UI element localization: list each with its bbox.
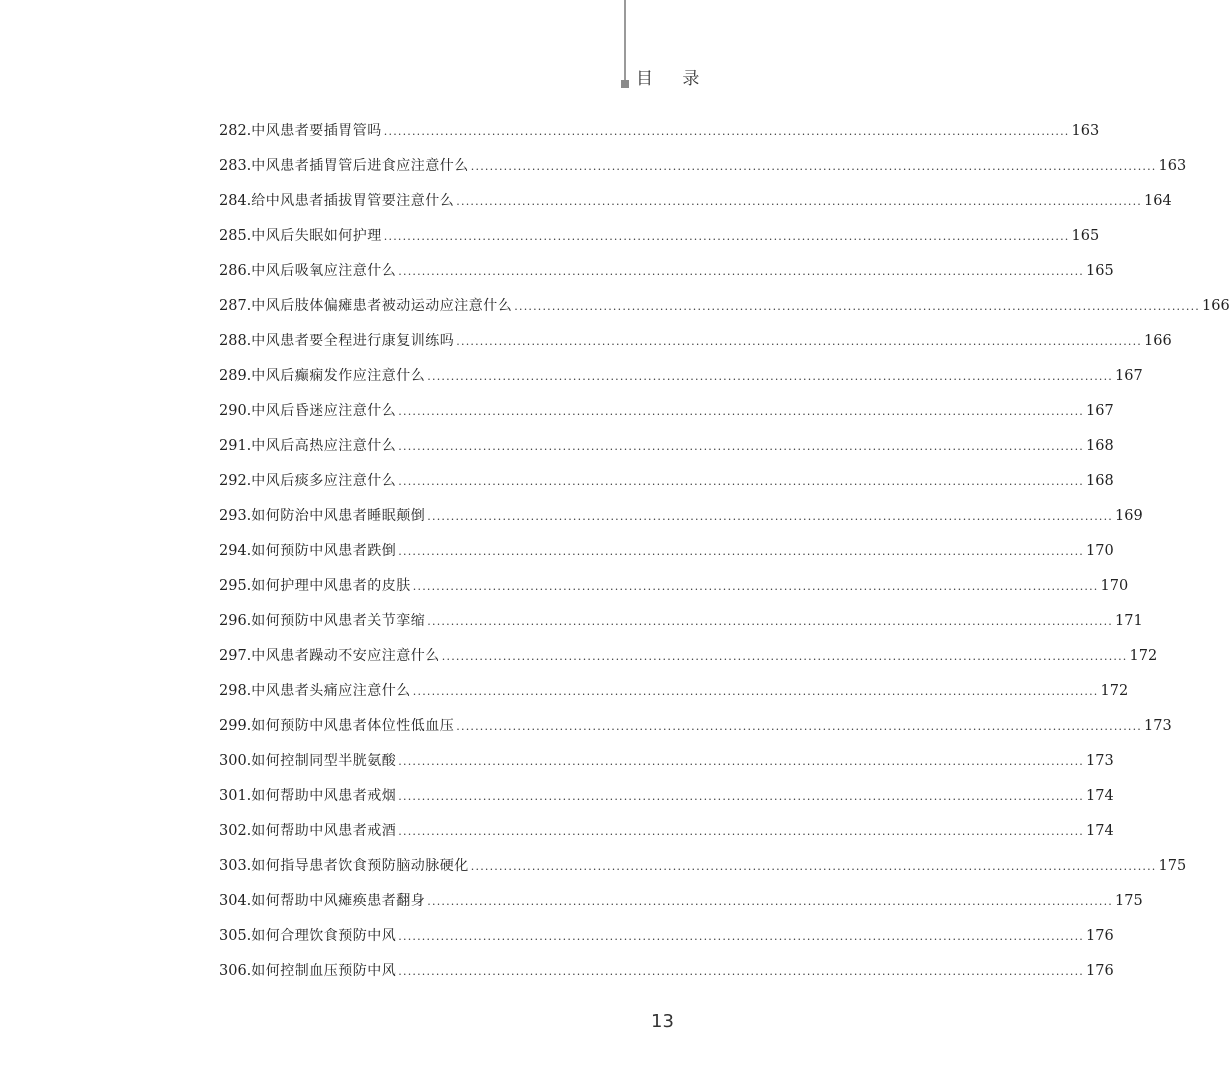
dot-leader: .................................................................................................................................................. bbox=[398, 790, 1084, 803]
toc-entry bbox=[219, 295, 1230, 330]
toc-entry bbox=[219, 855, 1187, 890]
toc-entry-page: 173 bbox=[1086, 753, 1114, 769]
toc-entry-page: 163 bbox=[1158, 158, 1187, 174]
toc-entry bbox=[219, 330, 1172, 365]
toc-entry bbox=[219, 400, 1114, 435]
toc-entry-number: 289. bbox=[219, 368, 252, 384]
toc-entry-number: 306. bbox=[219, 963, 252, 979]
page-number: 13 bbox=[651, 1011, 674, 1032]
toc-entry-page: 174 bbox=[1086, 788, 1114, 804]
dot-leader: .................................................................................................................................................. bbox=[456, 195, 1142, 208]
header-rule bbox=[624, 0, 626, 82]
dot-leader: .................................................................................................................................................. bbox=[427, 615, 1113, 628]
dot-leader: .................................................................................................................................................. bbox=[456, 335, 1142, 348]
dot-leader: .................................................................................................................................................. bbox=[470, 160, 1157, 173]
toc-entry-page: 164 bbox=[1144, 193, 1172, 209]
toc-entry-page: 165 bbox=[1086, 263, 1114, 279]
toc-entry bbox=[219, 225, 1100, 260]
toc-entry bbox=[219, 785, 1114, 820]
toc-entry-number: 301. bbox=[219, 788, 252, 804]
toc-entry bbox=[219, 680, 1129, 715]
dot-leader: .................................................................................................................................................. bbox=[470, 860, 1157, 873]
toc-entry-title: 中风后痰多应注意什么 bbox=[251, 473, 397, 489]
dot-leader: .................................................................................................................................................. bbox=[412, 685, 1099, 698]
toc-entry-title: 如何控制同型半胱氨酸 bbox=[251, 753, 397, 769]
toc-entry-page: 163 bbox=[1071, 123, 1100, 139]
dot-leader: .................................................................................................................................................. bbox=[398, 755, 1084, 768]
toc-entry-page: 170 bbox=[1086, 543, 1114, 559]
toc-entry-page: 165 bbox=[1071, 228, 1100, 244]
toc-entry-number: 283. bbox=[219, 158, 252, 174]
toc-entry-title: 中风患者插胃管后进食应注意什么 bbox=[251, 158, 469, 174]
toc-entry bbox=[219, 925, 1114, 960]
toc-entry-title: 中风患者要全程进行康复训练吗 bbox=[251, 333, 455, 349]
toc-entry bbox=[219, 575, 1129, 610]
toc-entry-number: 295. bbox=[219, 578, 252, 594]
toc-entry-title: 中风患者要插胃管吗 bbox=[251, 123, 382, 139]
toc-entry-title: 如何帮助中风患者戒酒 bbox=[251, 823, 397, 839]
toc-entry-title: 中风患者躁动不安应注意什么 bbox=[251, 648, 440, 664]
toc-entry-number: 303. bbox=[219, 858, 252, 874]
toc-entry-page: 176 bbox=[1086, 928, 1114, 944]
toc-entry-number: 300. bbox=[219, 753, 252, 769]
table-of-contents bbox=[219, 120, 1230, 995]
dot-leader: .................................................................................................................................................. bbox=[398, 475, 1084, 488]
toc-entry-title: 中风后昏迷应注意什么 bbox=[251, 403, 397, 419]
toc-entry-title: 中风后失眠如何护理 bbox=[251, 228, 382, 244]
toc-entry-title: 如何帮助中风瘫痪患者翻身 bbox=[251, 893, 426, 909]
toc-entry-number: 292. bbox=[219, 473, 252, 489]
toc-entry-title: 如何控制血压预防中风 bbox=[251, 963, 397, 979]
toc-entry-page: 175 bbox=[1158, 858, 1187, 874]
dot-leader: .................................................................................................................................................. bbox=[398, 965, 1084, 978]
toc-entry bbox=[219, 155, 1187, 190]
toc-entry-page: 169 bbox=[1115, 508, 1143, 524]
toc-entry-number: 302. bbox=[219, 823, 252, 839]
toc-entry-page: 174 bbox=[1086, 823, 1114, 839]
toc-entry-title: 中风后癫痫发作应注意什么 bbox=[251, 368, 426, 384]
toc-entry-title: 如何预防中风患者体位性低血压 bbox=[251, 718, 455, 734]
toc-entry bbox=[219, 540, 1114, 575]
toc-entry-title: 如何合理饮食预防中风 bbox=[251, 928, 397, 944]
toc-entry bbox=[219, 750, 1114, 785]
toc-entry-number: 296. bbox=[219, 613, 252, 629]
toc-entry bbox=[219, 610, 1143, 645]
toc-entry bbox=[219, 435, 1114, 470]
dot-leader: .................................................................................................................................................. bbox=[514, 300, 1200, 313]
toc-entry-number: 284. bbox=[219, 193, 252, 209]
toc-entry-page: 176 bbox=[1086, 963, 1114, 979]
toc-entry-page: 167 bbox=[1115, 368, 1143, 384]
toc-entry bbox=[219, 890, 1143, 925]
dot-leader: .................................................................................................................................................. bbox=[398, 930, 1084, 943]
dot-leader: .................................................................................................................................................. bbox=[441, 650, 1128, 663]
toc-entry-page: 166 bbox=[1144, 333, 1172, 349]
dot-leader: .................................................................................................................................................. bbox=[456, 720, 1142, 733]
toc-entry-page: 172 bbox=[1129, 648, 1158, 664]
toc-entry-page: 172 bbox=[1100, 683, 1129, 699]
dot-leader: .................................................................................................................................................. bbox=[427, 510, 1113, 523]
toc-entry-number: 286. bbox=[219, 263, 252, 279]
toc-entry-number: 305. bbox=[219, 928, 252, 944]
toc-entry-title: 中风后高热应注意什么 bbox=[251, 438, 397, 454]
dot-leader: .................................................................................................................................................. bbox=[383, 230, 1070, 243]
dot-leader: .................................................................................................................................................. bbox=[383, 125, 1070, 138]
dot-leader: .................................................................................................................................................. bbox=[427, 370, 1113, 383]
dot-leader: .................................................................................................................................................. bbox=[398, 265, 1084, 278]
toc-entry-page: 170 bbox=[1100, 578, 1129, 594]
toc-entry-number: 297. bbox=[219, 648, 252, 664]
dot-leader: .................................................................................................................................................. bbox=[398, 440, 1084, 453]
toc-entry-page: 173 bbox=[1144, 718, 1172, 734]
toc-entry-number: 291. bbox=[219, 438, 252, 454]
toc-entry-page: 167 bbox=[1086, 403, 1114, 419]
toc-entry-title: 给中风患者插拔胃管要注意什么 bbox=[251, 193, 455, 209]
toc-entry-title: 如何预防中风患者跌倒 bbox=[251, 543, 397, 559]
dot-leader: .................................................................................................................................................. bbox=[412, 580, 1099, 593]
toc-entry bbox=[219, 645, 1158, 680]
running-header-title: 目 录 bbox=[636, 69, 712, 89]
toc-entry bbox=[219, 505, 1143, 540]
toc-entry-page: 175 bbox=[1115, 893, 1143, 909]
toc-entry bbox=[219, 260, 1114, 295]
toc-entry-page: 166 bbox=[1202, 298, 1230, 314]
toc-entry-title: 中风患者头痛应注意什么 bbox=[251, 683, 411, 699]
toc-entry bbox=[219, 365, 1143, 400]
toc-entry bbox=[219, 120, 1100, 155]
toc-entry-number: 298. bbox=[219, 683, 252, 699]
toc-entry-title: 如何预防中风患者关节挛缩 bbox=[251, 613, 426, 629]
toc-entry-number: 282. bbox=[219, 123, 252, 139]
toc-entry bbox=[219, 960, 1114, 995]
toc-entry-title: 如何护理中风患者的皮肤 bbox=[251, 578, 411, 594]
dot-leader: .................................................................................................................................................. bbox=[398, 825, 1084, 838]
toc-entry-page: 168 bbox=[1086, 438, 1114, 454]
toc-entry-number: 285. bbox=[219, 228, 252, 244]
toc-entry bbox=[219, 715, 1172, 750]
dot-leader: .................................................................................................................................................. bbox=[427, 895, 1113, 908]
toc-entry-number: 287. bbox=[219, 298, 252, 314]
toc-entry bbox=[219, 820, 1114, 855]
toc-entry-page: 168 bbox=[1086, 473, 1114, 489]
toc-entry-title: 中风后肢体偏瘫患者被动运动应注意什么 bbox=[251, 298, 513, 314]
dot-leader: .................................................................................................................................................. bbox=[398, 405, 1084, 418]
toc-entry bbox=[219, 470, 1114, 505]
toc-entry-number: 304. bbox=[219, 893, 252, 909]
toc-entry-page: 171 bbox=[1115, 613, 1143, 629]
header-marker bbox=[621, 80, 629, 88]
dot-leader: .................................................................................................................................................. bbox=[398, 545, 1084, 558]
toc-entry-number: 294. bbox=[219, 543, 252, 559]
toc-entry bbox=[219, 190, 1172, 225]
toc-entry-number: 290. bbox=[219, 403, 252, 419]
toc-entry-title: 如何防治中风患者睡眠颠倒 bbox=[251, 508, 426, 524]
toc-entry-number: 288. bbox=[219, 333, 252, 349]
toc-entry-title: 如何指导患者饮食预防脑动脉硬化 bbox=[251, 858, 469, 874]
toc-entry-number: 299. bbox=[219, 718, 252, 734]
toc-entry-title: 如何帮助中风患者戒烟 bbox=[251, 788, 397, 804]
toc-entry-number: 293. bbox=[219, 508, 252, 524]
toc-entry-title: 中风后吸氧应注意什么 bbox=[251, 263, 397, 279]
